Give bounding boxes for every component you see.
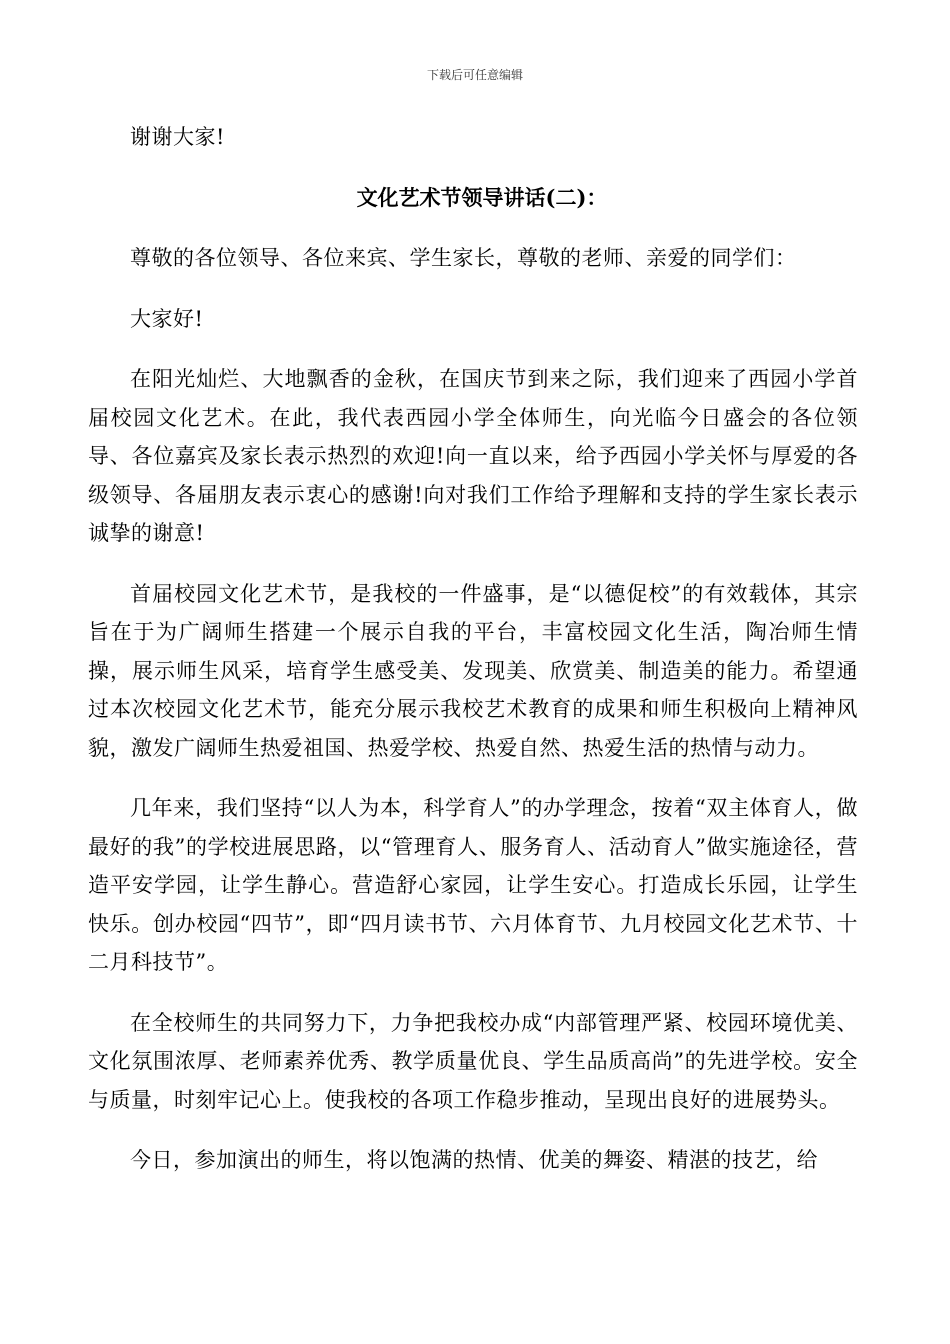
paragraph-welcome: 在阳光灿烂、大地飘香的金秋，在国庆节到来之际，我们迎来了西园小学首届校园文化艺术。在此，我代表西园小学全体师生，向光临今日盛会的各位领导、各位嘉宾及家长表示热烈的欢迎!向一直以来，给予西园小学关怀与厚爱的各级领导、各届朋友表示衷心的感谢!向对我们工作给予理解和支持的学生家长表示诚挚的谢意!: [88, 367, 858, 545]
section-title: 文化艺术节领导讲话(二)：: [356, 184, 608, 210]
paragraph-goals: 在全校师生的共同努力下，力争把我校办成“内部管理严紧、校园环境优美、文化氛围浓厚、老师素养优秀、教学质量优良、学生品质高尚”的先进学校。安全与质量，时刻牢记心上。使我校的各项工作稳步推动，呈现出良好的进展势头。: [88, 1010, 858, 1112]
paragraph-festival-purpose: 首届校园文化艺术节，是我校的一件盛事，是“以德促校”的有效载体，其宗旨在于为广阔师生搭建一个展示自我的平台，丰富校园文化生活，陶冶师生情操，展示师生风采，培育学生感受美、发现美、欣赏美、制造美的能力。希望通过本次校园文化艺术节，能充分展示我校艺术教育的成果和师生积极向上精神风貌，激发广阔师生热爱祖国、热爱学校、热爱自然、热爱生活的热情与动力。: [88, 581, 858, 760]
document-body: [88, 118, 858, 1202]
paragraph-performance: 今日，参加演出的师生，将以饱满的热情、优美的舞姿、精湛的技艺，给: [130, 1148, 818, 1172]
header-note: 下载后可任意编辑: [426, 68, 523, 82]
greeting: 大家好!: [130, 306, 204, 331]
salutation: 尊敬的各位领导、各位来宾、学生家长，尊敬的老师、亲爱的同学们：: [130, 246, 797, 270]
closing-thanks: 谢谢大家!: [130, 125, 225, 149]
paragraph-school-philosophy: 几年来，我们坚持“以人为本，科学育人”的办学理念，按着“双主体育人，做最好的我”的学校进展思路，以“管理育人、服务育人、活动育人”做实施途径，营造平安学园，让学生静心。营造舒心家园，让学生安心。打造成长乐园，让学生快乐。创办校园“四节”，即“四月读书节、六月体育节、九月校园文化艺术节、十二月科技节”。: [88, 796, 858, 974]
